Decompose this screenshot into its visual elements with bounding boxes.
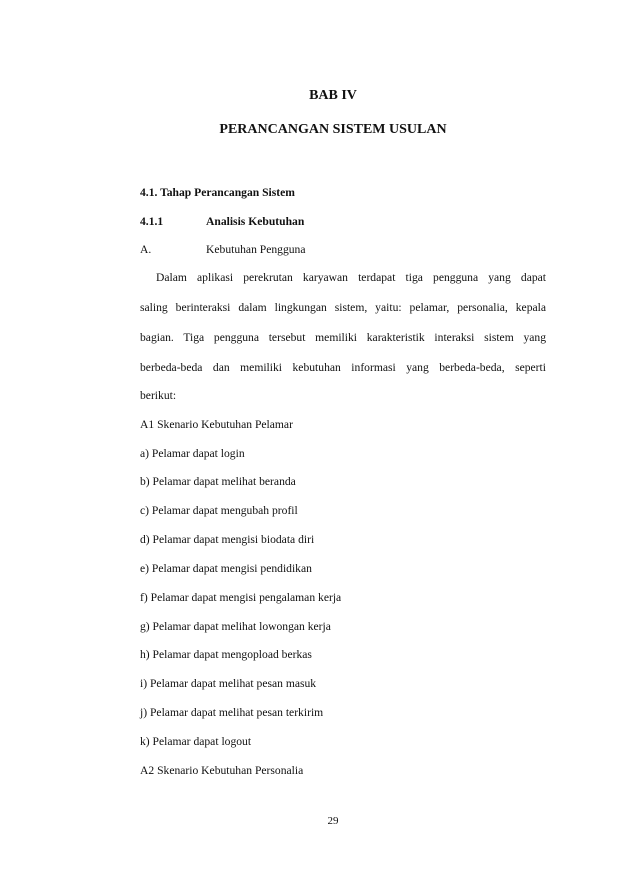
list-item: j) Pelamar dapat melihat pesan terkirim <box>140 706 324 719</box>
list-item: i) Pelamar dapat melihat pesan masuk <box>140 677 317 690</box>
list-item: e) Pelamar dapat mengisi pendidikan <box>140 562 312 575</box>
item-title: Kebutuhan Pengguna <box>206 243 306 256</box>
chapter-number: BAB IV <box>309 88 357 103</box>
list-item: g) Pelamar dapat melihat lowongan kerja <box>140 620 331 633</box>
list-item: f) Pelamar dapat mengisi pengalaman kerja <box>140 591 342 604</box>
page-number: 29 <box>327 815 339 827</box>
list-item: k) Pelamar dapat logout <box>140 735 252 748</box>
list-item: h) Pelamar dapat mengopload berkas <box>140 648 312 661</box>
paragraph-line: berbeda-beda dan memiliki kebutuhan informasi yang berbeda-beda, seperti <box>140 361 546 374</box>
subsection-title: Analisis Kebutuhan <box>206 215 305 228</box>
section-heading: 4.1. Tahap Perancangan Sistem <box>140 186 295 199</box>
subsection-number: 4.1.1 <box>140 215 164 228</box>
list-item: c) Pelamar dapat mengubah profil <box>140 504 298 517</box>
paragraph-line: saling berinteraksi dalam lingkungan sistem, yaitu: pelamar, personalia, kepala <box>140 301 546 314</box>
list-item: a) Pelamar dapat login <box>140 447 245 460</box>
paragraph-line: bagian. Tiga pengguna tersebut memiliki karakteristik interaksi sistem yang <box>140 331 546 344</box>
scenario-a1-title: A1 Skenario Kebutuhan Pelamar <box>140 418 293 431</box>
scenario-a2-title: A2 Skenario Kebutuhan Personalia <box>140 764 304 777</box>
item-letter: A. <box>140 243 152 256</box>
list-item: b) Pelamar dapat melihat beranda <box>140 475 296 488</box>
chapter-title: PERANCANGAN SISTEM USULAN <box>219 122 447 137</box>
paragraph-line: berikut: <box>140 389 177 402</box>
paragraph-line: Dalam aplikasi perekrutan karyawan terdapat tiga pengguna yang dapat <box>156 271 546 284</box>
list-item: d) Pelamar dapat mengisi biodata diri <box>140 533 315 546</box>
